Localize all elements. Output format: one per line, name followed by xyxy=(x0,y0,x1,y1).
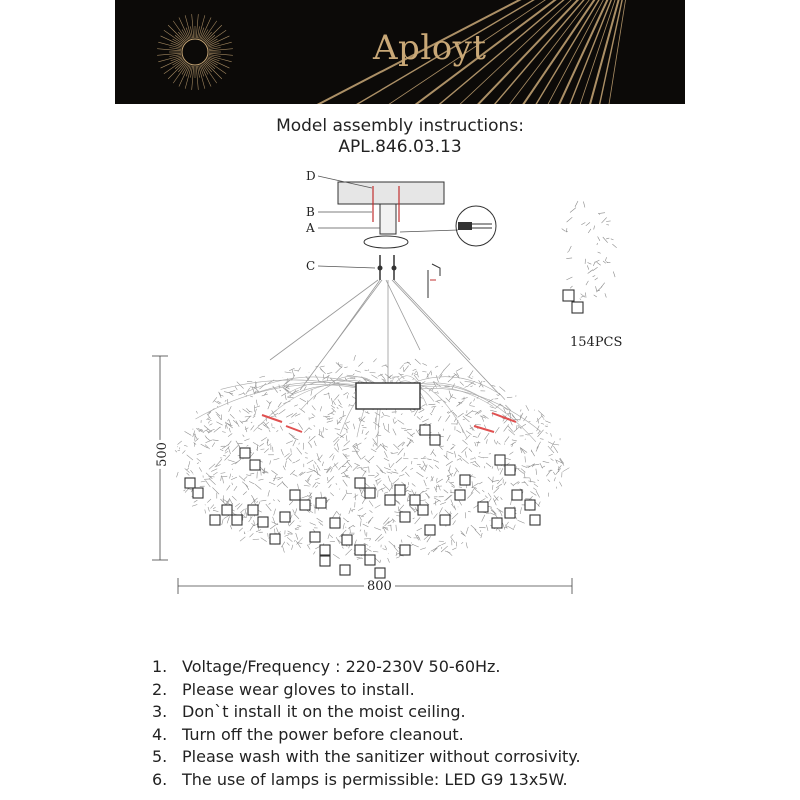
callout-c: C xyxy=(306,259,316,273)
callout-b: B xyxy=(306,205,315,219)
crystal-strand-sample xyxy=(562,201,617,313)
brand-banner xyxy=(115,0,685,104)
parts-count: 154PCS xyxy=(570,335,623,350)
screw-detail xyxy=(428,264,440,298)
width-dimension: 800 xyxy=(364,579,395,594)
suspension-cables xyxy=(270,280,500,395)
instruction-item: 6. The use of lamps is permissible: LED G9 13x5W. xyxy=(152,769,568,789)
instruction-item: 3. Don`t install it on the moist ceiling. xyxy=(152,702,466,721)
instructions-list xyxy=(152,656,581,791)
instruction-item: 4. Turn off the power before cleanout. xyxy=(152,724,464,744)
model-number: APL.846.03.13 xyxy=(338,137,462,157)
brand-name: Aployt xyxy=(373,28,487,68)
chandelier-diagram xyxy=(0,160,800,620)
instruction-item: 5. Please wash with the sanitizer without corrosivity. xyxy=(152,747,581,766)
page-title: Model assembly instructions: xyxy=(276,116,524,136)
crystal-cubes xyxy=(185,425,540,578)
center-body xyxy=(356,383,420,409)
callout-a: A xyxy=(306,221,315,235)
height-dimension: 500 xyxy=(154,442,170,467)
instruction-item: 2. Please wear gloves to install. xyxy=(152,679,415,699)
connector-detail xyxy=(456,206,496,246)
instruction-item: 1. Voltage/Frequency : 220-230V 50-60Hz. xyxy=(152,657,501,676)
callout-d: D xyxy=(306,169,316,183)
